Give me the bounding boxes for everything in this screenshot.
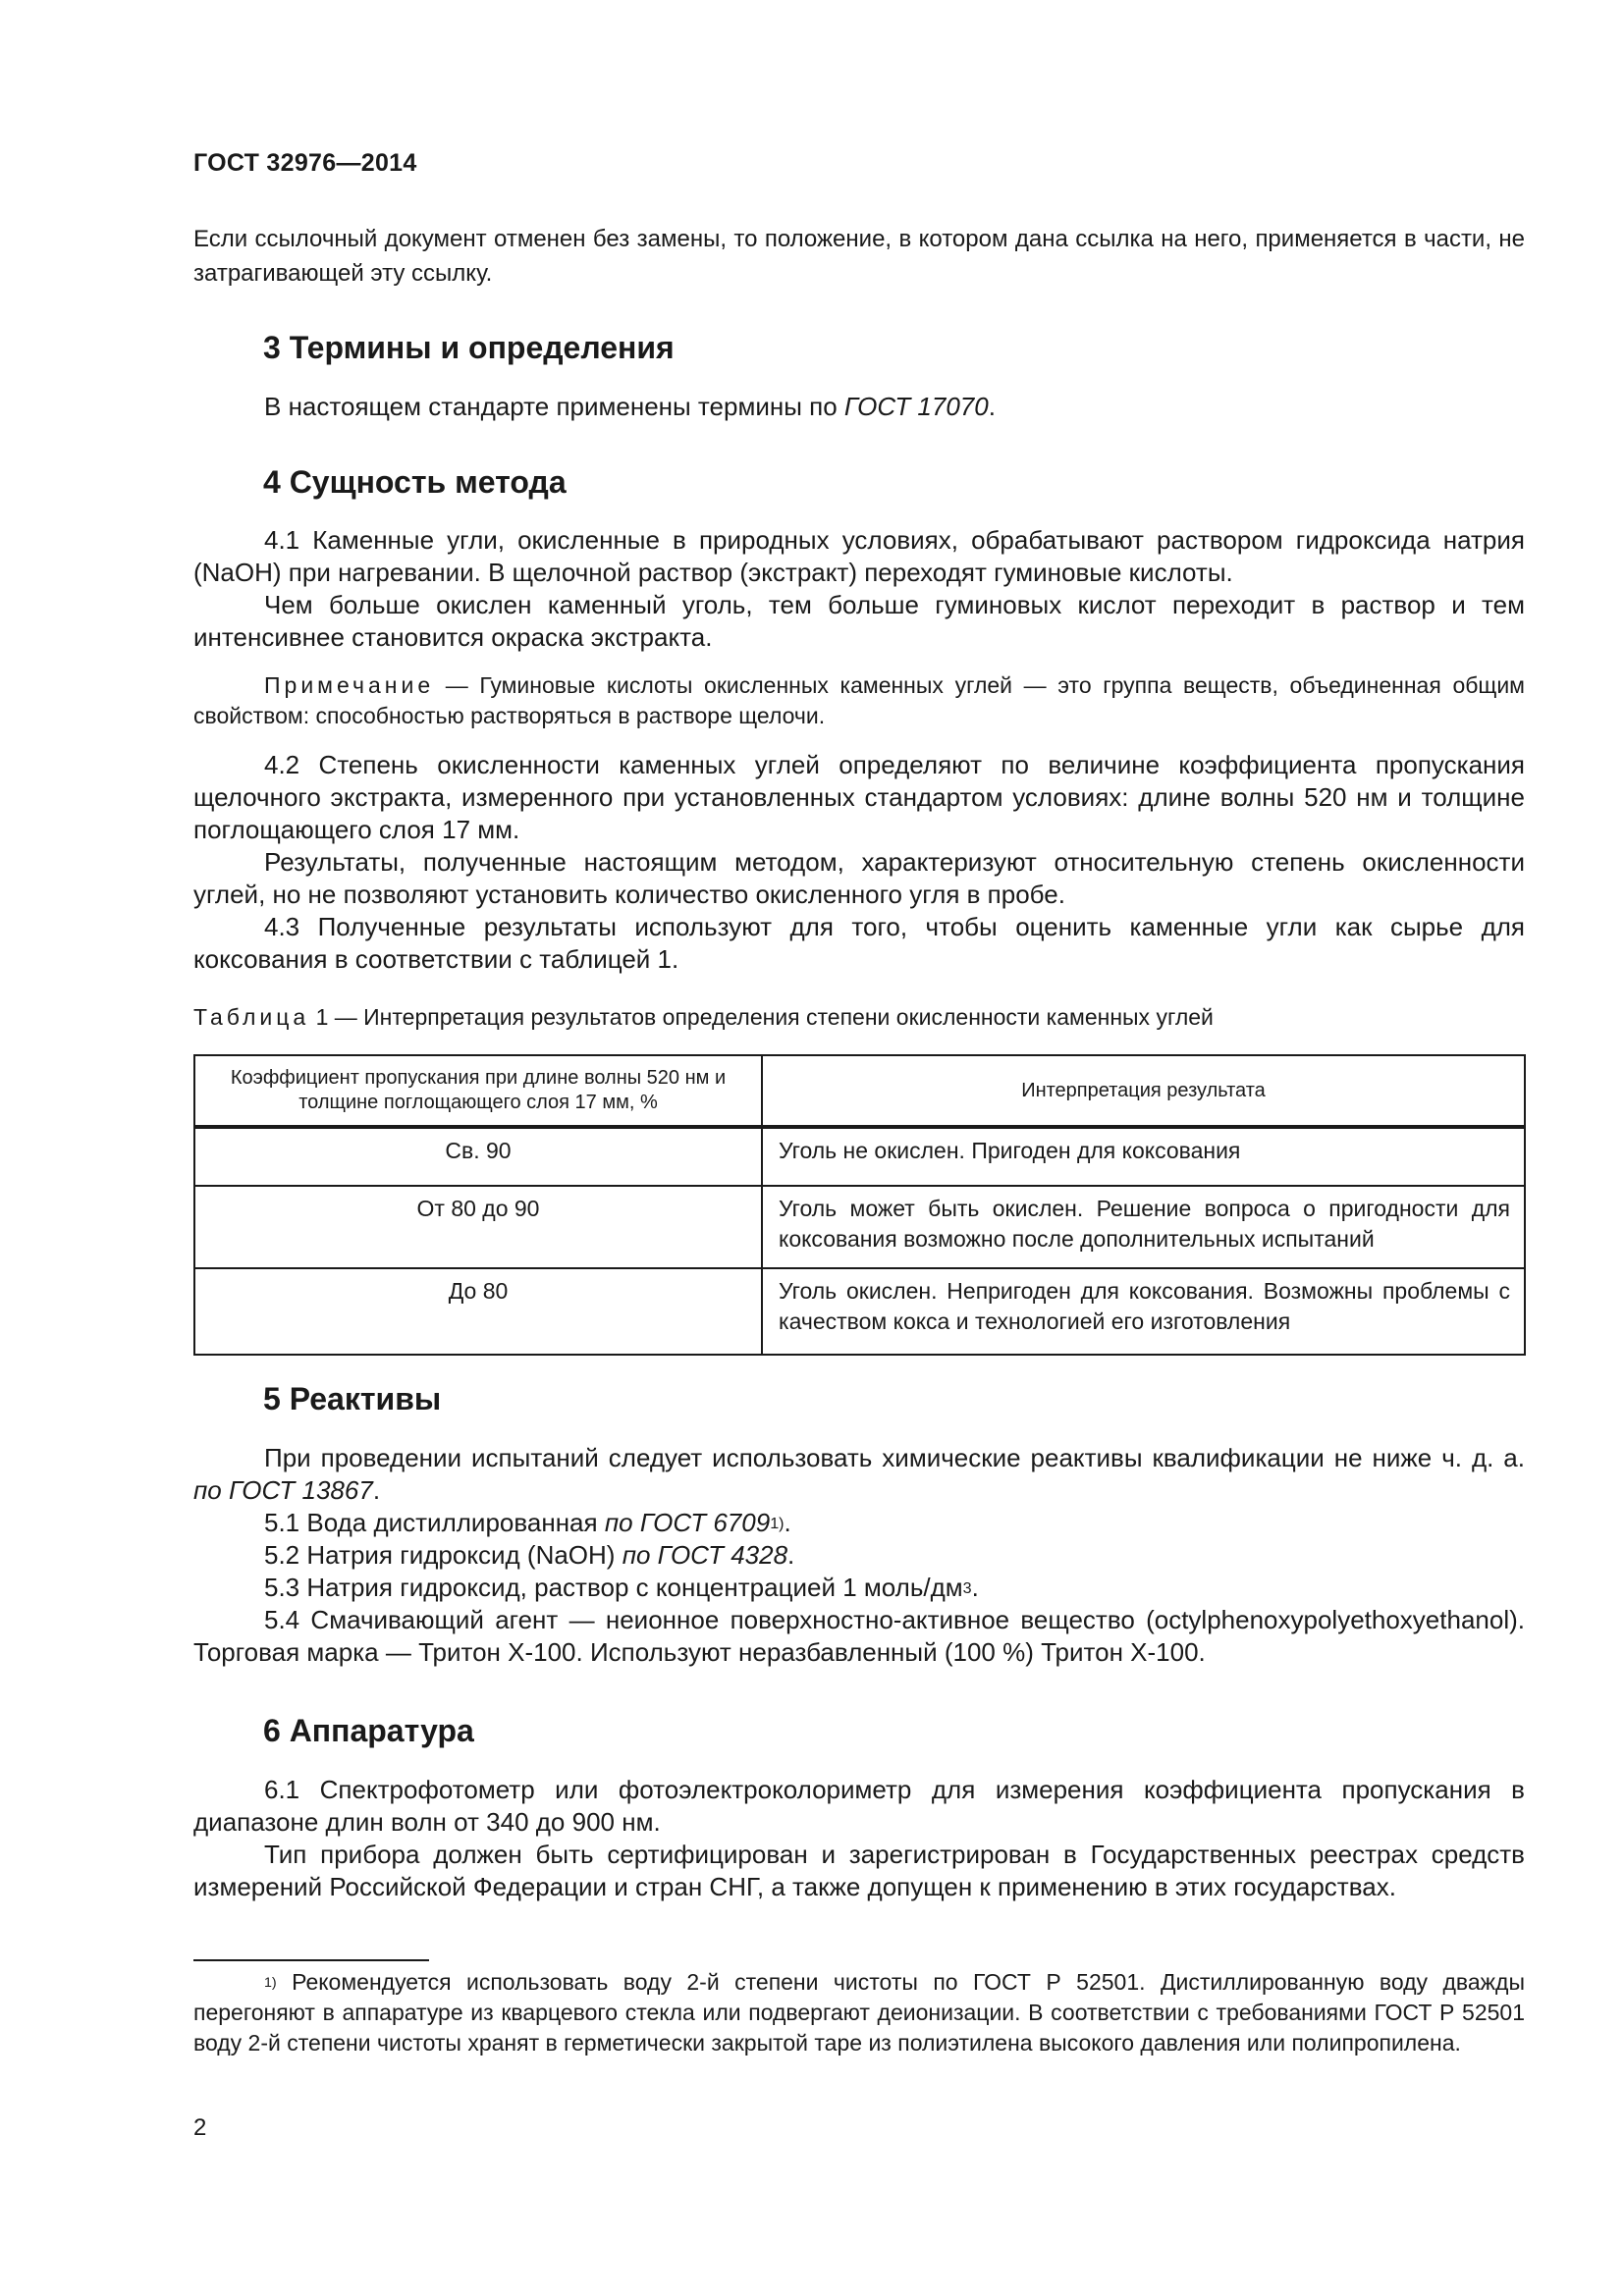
paragraph-4-3: 4.3 Полученные результаты используют для того, чтобы оценить каменные угли как сырье для коксования в соответствии с таблицей 1. bbox=[193, 912, 1525, 974]
table-row bbox=[194, 1268, 1525, 1355]
footnote: $^{1)}$ Рекомендуется использовать воду 2-й степени чистоты по ГОСТ Р 52501. Дистиллированную воду дважды перегоняют в аппаратуре из кварцевого стекла или подвергают деионизации. В соответствии с требованиями ГОСТ Р 52501 воду 2-й степени чистоты хранят в герметически закрытой таре из полиэтилена высокого давления или полипропилена. bbox=[193, 1969, 1525, 2056]
intro-paragraph: Если ссылочный документ отменен без замены, то положение, в котором дана ссылка на него, применяется в части, не затрагивающей эту ссылку. bbox=[193, 226, 1525, 287]
section-3-heading: 3 Термины и определения bbox=[263, 330, 675, 365]
section-5-heading: 5 Реактивы bbox=[263, 1381, 442, 1416]
paragraph-4-2-cont: Результаты, полученные настоящим методом, характеризуют относительную степень окисленности углей, но не позволяют установить количество окисленного угля в пробе. bbox=[193, 847, 1525, 909]
paragraph-6-1: 6.1 Спектрофотометр или фотоэлектроколориметр для измерения коэффициента пропускания в диапазоне длин волн от 340 до 900 нм. bbox=[193, 1775, 1525, 1837]
table-label: Таблица bbox=[193, 1004, 310, 1030]
section-3-text: В настоящем стандарте применены термины по ГОСТ 17070. bbox=[264, 392, 996, 421]
section-6-heading: 6 Аппаратура bbox=[263, 1713, 474, 1748]
note: Примечание — Гуминовые кислоты окисленных каменных углей — это группа веществ, объединенная общим свойством: способностью растворяться в растворе щелочи. bbox=[193, 672, 1525, 728]
table-row bbox=[194, 1186, 1525, 1268]
table-cell-interp: Уголь может быть окислен. Решение вопроса о пригодности для коксования возможно после дополнительных испытаний bbox=[762, 1186, 1525, 1268]
gost-13867-ref: по ГОСТ 13867 bbox=[193, 1475, 373, 1505]
item-5-2: 5.2 Натрия гидроксид (NaOH) по ГОСТ 4328. bbox=[264, 1540, 795, 1570]
item-5-4: 5.4 Смачивающий агент — неионное поверхностно-активное вещество (octylphenoxypolyethoxyethanol). Торговая марка — Тритон Х-100. Используют неразбавленный (100 %) Тритон Х-100. bbox=[193, 1605, 1525, 1667]
gost-4328-ref: по ГОСТ 4328 bbox=[622, 1540, 788, 1570]
section-4-heading: 4 Сущность метода bbox=[263, 464, 567, 500]
table-header-row bbox=[194, 1055, 1525, 1127]
note-label: Примечание bbox=[264, 672, 435, 698]
paragraph-4-1: 4.1 Каменные угли, окисленные в природных условиях, обрабатывают раствором гидроксида натрия (NaOH) при нагревании. В щелочной раствор (экстракт) переходят гуминовые кислоты. bbox=[193, 525, 1525, 587]
superscript: 3 bbox=[962, 1578, 972, 1597]
page-number: 2 bbox=[193, 2114, 207, 2141]
paragraph-4-1-cont: Чем больше окислен каменный уголь, тем больше гуминовых кислот переходит в раствор и тем интенсивнее становится окраска экстракта. bbox=[193, 590, 1525, 652]
table-cell-value: Св. 90 bbox=[194, 1127, 762, 1186]
paragraph-6-1-cont: Тип прибора должен быть сертифицирован и зарегистрирован в Государственных реестрах средств измерений Российской Федерации и стран СНГ, а также допущен к применению в этих государствах. bbox=[193, 1840, 1525, 1901]
table-cell-value: До 80 bbox=[194, 1268, 762, 1355]
table-1 bbox=[193, 1054, 1526, 1356]
item-5-1: 5.1 Вода дистиллированная по ГОСТ 6709$^{1)}$. bbox=[264, 1508, 791, 1537]
table-cell-value: От 80 до 90 bbox=[194, 1186, 762, 1268]
footnote-mark: 1) bbox=[264, 1975, 277, 1992]
gost-17070-ref: ГОСТ 17070 bbox=[843, 392, 989, 421]
footnote-divider bbox=[193, 1959, 429, 1961]
table-caption: Таблица 1 — Интерпретация результатов определения степени окисленности каменных углей bbox=[193, 1004, 1214, 1030]
table-row bbox=[194, 1127, 1525, 1186]
section-5-intro: При проведении испытаний следует использовать химические реактивы квалификации не ниже ч. д. а. по ГОСТ 13867. bbox=[193, 1443, 1525, 1505]
table-header-col2: Интерпретация результата bbox=[762, 1055, 1525, 1127]
table-cell-interp: Уголь не окислен. Пригоден для коксования bbox=[762, 1127, 1525, 1186]
paragraph-4-2: 4.2 Степень окисленности каменных углей определяют по величине коэффициента пропускания щелочного экстракта, измеренного при установленных стандартом условиях: длине волны 520 нм и толщине поглощающего слоя 17 мм. bbox=[193, 750, 1525, 844]
item-5-3: 5.3 Натрия гидроксид, раствор с концентрацией 1 моль/$дм^3$. bbox=[264, 1573, 979, 1602]
footnote-ref: 1) bbox=[770, 1514, 785, 1532]
table-header-col1: Коэффициент пропускания при длине волны 520 нм и толщине поглощающего слоя 17 мм, % bbox=[194, 1055, 762, 1127]
table-cell-interp: Уголь окислен. Непригоден для коксования. Возможны проблемы с качеством кокса и технологией его изготовления bbox=[762, 1268, 1525, 1355]
document-id: ГОСТ 32976—2014 bbox=[193, 149, 417, 177]
gost-6709-ref: по ГОСТ 6709 bbox=[604, 1508, 771, 1537]
